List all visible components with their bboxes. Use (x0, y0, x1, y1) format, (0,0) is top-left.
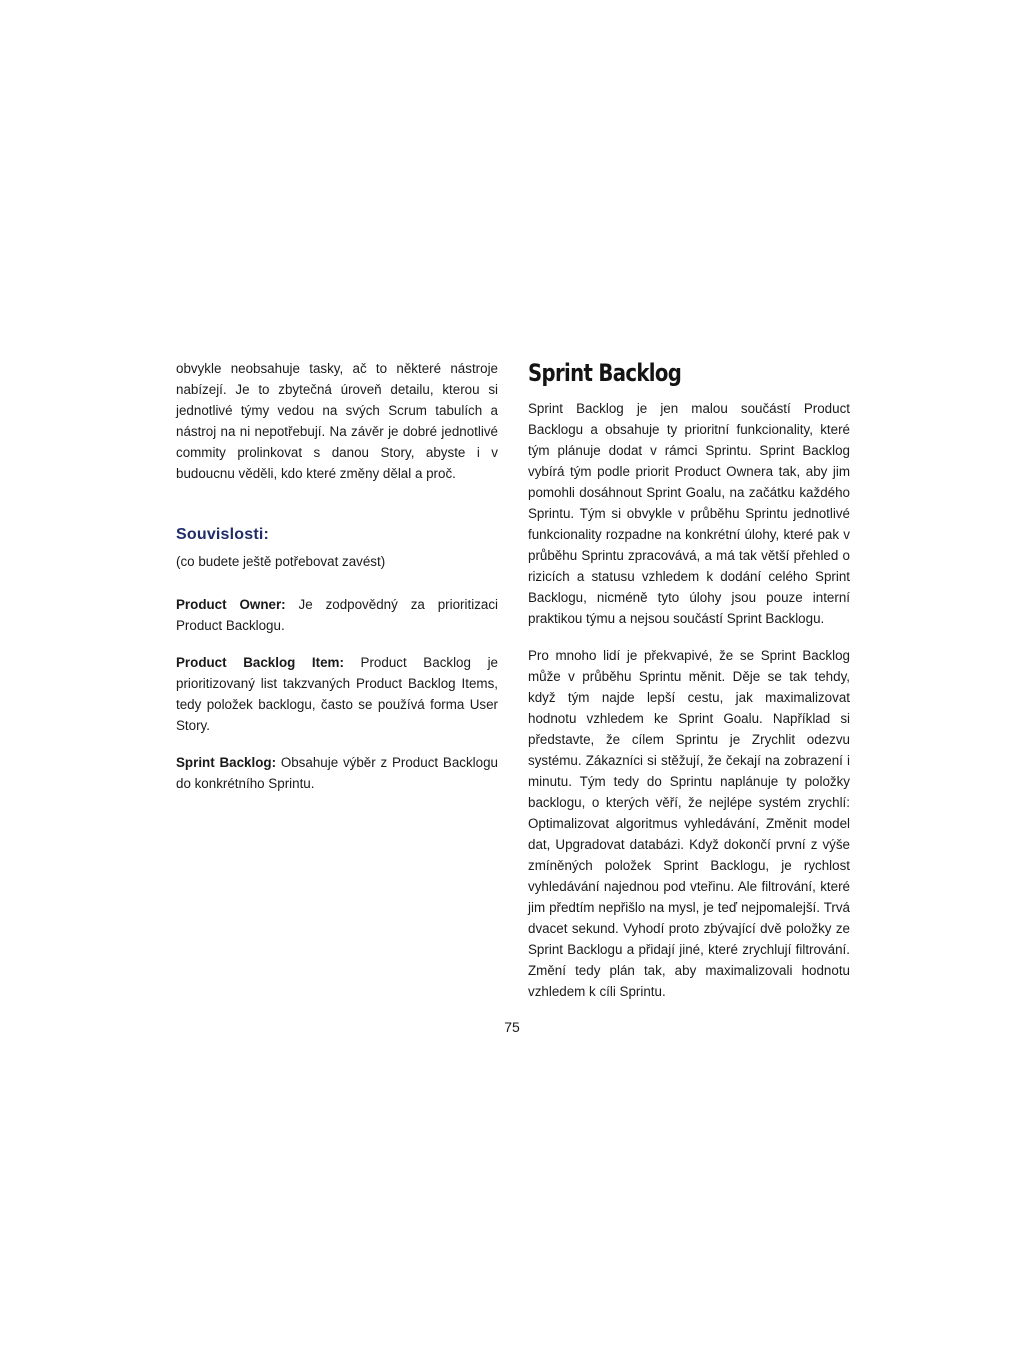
body-paragraph-1: Sprint Backlog je jen malou součástí Product Backlogu a obsahuje ty prioritní funkcionality, které tým plánuje dodat v rámci Sprintu. Sprint Backlog vybírá tým podle priorit Product Ownera tak, aby jim pomohli dosáhnout Sprint Goalu, na začátku každého Sprintu. Tým si obvykle v průběhu Sprintu jednotlivé funkcionality rozpadne na konkrétní úlohy, které pak v průběhu Sprintu zpracovává, a má tak větší přehled o rizicích a statusu vzhledem k dodání celého Sprint Backlogu, nicméně tyto úlohy jsou pouze interní praktikou týmu a nejsou součástí Sprint Backlogu. (528, 401, 850, 626)
section-heading: Souvislosti: (176, 526, 270, 543)
definition-text: Je zodpovědný za prioritizaci Product Backlogu. (176, 597, 499, 633)
section-title: Sprint Backlog (528, 359, 682, 387)
definition-term: Product Backlog Item: (176, 655, 344, 670)
definition-product-owner (176, 594, 498, 636)
definition-text: Obsahuje výběr z Product Backlogu do konkrétního Sprintu. (176, 755, 498, 791)
body-paragraph-2: Pro mnoho lidí je překvapivé, že se Sprint Backlog může v průběhu Sprintu měnit. Děje se tak tehdy, když tým najde lepší cestu, jak maximalizovat hodnotu vzhledem ke Sprint Goalu. Například si představte, že cílem Sprintu je Zrychlit odezvu systému. Zákazníci si stěžují, že čekají na zobrazení i minutu. Tým tedy do Sprintu naplánuje ty položky backlogu, o kterých věří, že nejlépe systém zrychlí: Optimalizovat algoritmus vyhledávání, Změnit model dat, Upgradovat databázi. Když dokončí první z výše zmíněných položek Sprint Backlogu, je rychlost vyhledávání najednou pod vteřinu. Ale filtrování, které jim předtím nepřišlo na mysl, je teď nejpomalejší. Trvá dvacet sekund. Vyhodí proto zbývající dvě položky ze Sprint Backlogu a přidají jiné, které zrychlují filtrování. Změní tedy plán tak, aby maximalizovali hodnotu vzhledem k cíli Sprintu. (528, 648, 850, 999)
page-number: 75 (504, 1019, 520, 1035)
section-note: (co budete ještě potřebovat zavést) (176, 554, 386, 569)
definition-term: Product Owner: (176, 597, 286, 612)
right-column (528, 358, 850, 1002)
definition-text: Product Backlog je prioritizovaný list takzvaných Product Backlog Items, tedy položek backlogu, často se používá forma User Story. (176, 655, 498, 733)
definition-product-backlog-item (176, 652, 498, 736)
definition-term: Sprint Backlog: (176, 755, 277, 770)
intro-paragraph: obvykle neobsahuje tasky, ač to některé nástroje nabízejí. Je to zbytečná úroveň detailu, kterou si jednotlivé týmy vedou na svých Scrum tabulích a nástroj na ni nepotřebují. Na závěr je dobré jednotlivé commity prolinkovat s danou Story, abyste i v budoucnu věděli, kdo které změny dělal a proč. (176, 361, 498, 481)
definition-sprint-backlog (176, 752, 498, 794)
left-column (176, 358, 498, 810)
